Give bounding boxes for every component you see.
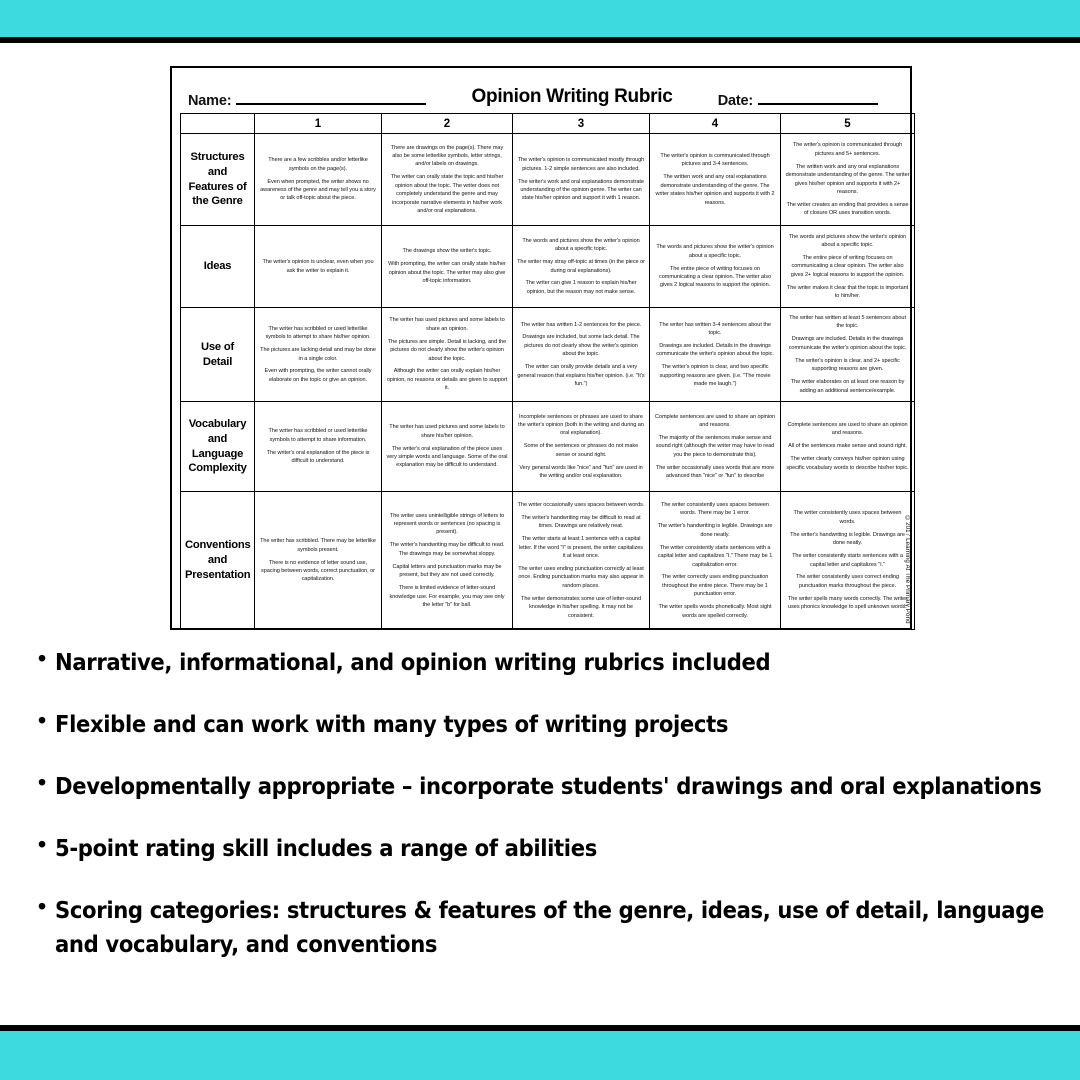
rubric-row: [181, 134, 915, 226]
rubric-descriptor-cell: [255, 226, 382, 308]
rubric-descriptor-text: The writer's handwriting is legible. Drawings are done neatly.: [790, 531, 905, 547]
rubric-descriptor-text: The writer's handwriting may be difficult to read. The drawings may be somewhat sloppy.: [389, 542, 505, 557]
rubric-descriptor-cell: [513, 134, 650, 226]
copyright-notice: ©2017 Learning At The Primary Pond: [904, 515, 911, 624]
rubric-descriptor-cell: [781, 402, 915, 492]
rubric-descriptor-text: Even when prompted, the writer shows no awareness of the genre and may tell you a story or talk off-topic about the piece.: [260, 178, 376, 202]
rubric-descriptor-cell: [255, 134, 382, 226]
rubric-descriptor-text: With prompting, the writer can orally state his/her opinion about the topic. The writer may also give off-topic information.: [388, 261, 506, 285]
rubric-descriptor-cell: [382, 308, 513, 402]
rubric-descriptor-cell: [650, 308, 781, 402]
rubric-descriptor-text: The writer consistently starts sentences with a capital letter and capitalizes "I." There may be 1 capitalization error.: [657, 544, 773, 568]
rubric-descriptor-text: The writer spells words phonetically. Most sight words are spelled correctly.: [658, 604, 772, 619]
rubric-descriptor-cell: [781, 226, 915, 308]
rubric-table: [180, 113, 915, 630]
rubric-sheet: [170, 66, 912, 630]
date-write-line[interactable]: [758, 92, 878, 105]
date-label: Date:: [717, 93, 753, 109]
rubric-descriptor-text: The words and pictures show the writer's opinion about a specific topic.: [656, 244, 774, 259]
rubric-descriptor-text: The writer demonstrates some use of letter-sound knowledge in his/her spelling. It may not be consistent.: [521, 595, 641, 619]
rubric-descriptor-text: There are drawings on the page(s). There may also be some letterlike symbols, letter strings, and/or labels on drawings.: [390, 144, 504, 168]
feature-bullet-item: [38, 645, 1048, 679]
rubric-descriptor-text: The writer consistently starts sentences with a capital letter and capitalizes "I.": [792, 553, 903, 568]
rubric-descriptor-text: The writer consistently uses correct ending punctuation marks throughout the piece.: [796, 574, 899, 589]
rubric-descriptor-text: The writer's opinion is communicated mostly through pictures. 1-2 simple sentences are also included.: [517, 157, 645, 172]
rubric-descriptor-text: The writer can orally state the topic and his/her opinion about the topic. The writer does not completely understand the genre and may incorporate narrative elements in his/her work and/or oral explanations.: [390, 174, 504, 215]
rubric-descriptor-text: The writer's handwriting may be difficult to read at times. Drawings are relatively neat.: [521, 514, 641, 530]
bullet-dot-icon: •: [38, 645, 47, 671]
rubric-descriptor-text: The writer uses ending punctuation correctly at least once. Ending punctuation marks may also appear in random places.: [518, 566, 644, 589]
rubric-descriptor-text: The writer can give 1 reason to explain his/her opinion, but the reason may not make sense.: [525, 280, 637, 295]
top-accent-banner: [0, 0, 1080, 43]
rubric-descriptor-text: The writer uses unintelligible strings of letters to represent words or sentences (no spacing is present).: [389, 512, 505, 536]
rubric-descriptor-text: The writer's oral explanation of the piece is difficult to understand.: [266, 449, 370, 465]
rubric-descriptor-cell: [650, 492, 781, 630]
rubric-descriptor-text: The writer has written at least 5 sentences about the topic.: [789, 315, 906, 330]
rubric-descriptor-text: The writer has written 3-4 sentences about the topic.: [659, 321, 771, 336]
rubric-descriptor-text: Complete sentences are used to share an opinion and reasons.: [787, 421, 908, 437]
rubric-descriptor-text: The writer correctly uses ending punctuation throughout the entire piece. There may be 1 punctuation error.: [661, 574, 769, 598]
rubric-descriptor-cell: [513, 402, 650, 492]
rubric-table-head: [181, 114, 915, 134]
rubric-descriptor-text: Capital letters and punctuation marks may be present, but they are not used correctly.: [392, 563, 502, 579]
rubric-descriptor-cell: [650, 226, 781, 308]
rubric-descriptor-text: The writer's work and oral explanations demonstrate understanding of the opinion genre. The writer can state his/her opinion and support it with 1 reason.: [518, 178, 644, 202]
rubric-descriptor-text: The writer has written 1-2 sentences for the piece.: [520, 321, 642, 328]
date-field: [718, 92, 878, 109]
rubric-descriptor-cell: [513, 492, 650, 630]
score-header-row: [181, 114, 915, 134]
rubric-descriptor-text: The writer occasionally uses words that are more advanced than "nice" or "fun" to describe: [655, 464, 775, 480]
rubric-descriptor-text: The writer has scribbled. There may be letterlike symbols present.: [260, 538, 376, 553]
feature-bullet-item: [38, 831, 1048, 865]
score-header-5: 5: [781, 114, 915, 134]
rubric-descriptor-text: Drawings are included. Details in the drawings communicate the writer's opinion about the topic.: [656, 342, 774, 358]
rubric-descriptor-cell: [382, 402, 513, 492]
rubric-descriptor-cell: [255, 402, 382, 492]
feature-bullet-text: 5-point rating skill includes a range of abilities: [55, 834, 597, 863]
rubric-descriptor-text: The writer may stray off-topic at times (in the piece or during oral explanations).: [517, 259, 645, 274]
rubric-descriptor-cell: [650, 134, 781, 226]
feature-bullet-text: Scoring categories: structures & features of the genre, ideas, use of detail, language and vocabulary, and conventions: [55, 896, 1044, 959]
rubric-descriptor-text: The writer has used pictures and some labels to share his/her opinion.: [389, 424, 505, 439]
rubric-category-cell: Vocabulary and Language Complexity: [181, 402, 255, 492]
feature-bullet-item: [38, 707, 1048, 741]
rubric-descriptor-cell: [650, 402, 781, 492]
rubric-descriptor-text: The drawings show the writer's topic.: [402, 248, 492, 255]
rubric-descriptor-cell: [781, 134, 915, 226]
rubric-descriptor-text: Although the writer can orally explain his/her opinion, no reasons or details are given to support it.: [386, 368, 508, 392]
rubric-descriptor-text: The words and pictures show the writer's opinion about a specific topic.: [522, 237, 640, 253]
rubric-descriptor-text: The pictures are simple. Detail is lacking, and the pictures do not clearly show the writer's opinion about the topic.: [387, 338, 507, 362]
rubric-descriptor-text: The writer's opinion is unclear, even when you ask the writer to explain it.: [262, 259, 374, 274]
feature-bullet-item: [38, 893, 1048, 961]
rubric-header-row: [180, 75, 902, 109]
rubric-table-body: [181, 134, 915, 630]
feature-bullet-list: [38, 645, 1048, 989]
rubric-category-cell: Conventions and Presentation: [181, 492, 255, 630]
rubric-descriptor-text: Drawings are included. Details in the drawings communicate the writer's opinion about the topic.: [788, 336, 907, 351]
rubric-descriptor-text: The writer can orally provide details and a very general reason that explains his/her opinion. (i.e. "It's fun."): [517, 364, 645, 388]
rubric-descriptor-text: There is no evidence of letter sound use, spacing between words, correct punctuation, or capitalization.: [261, 559, 375, 583]
score-header-2: 2: [382, 114, 513, 134]
rubric-descriptor-text: The writer occasionally uses spaces between words.: [517, 501, 645, 508]
rubric-descriptor-text: The writer spells many words correctly. The writer uses phonics knowledge to spell unknown words.: [787, 595, 908, 611]
rubric-descriptor-text: The writer makes it clear that the topic is important to him/her.: [786, 284, 909, 300]
rubric-descriptor-text: The writer's opinion is clear, and two specific supporting reasons are given. (i.e. "The movie made me laugh."): [659, 364, 771, 388]
rubric-category-cell: Ideas: [181, 226, 255, 308]
rubric-descriptor-text: The pictures are lacking detail and may be done in a single color.: [260, 347, 376, 362]
rubric-descriptor-text: The writer's handwriting is legible. Drawings are done neatly.: [657, 523, 773, 538]
rubric-descriptor-text: The writer's opinion is communicated through pictures and 3-4 sentences.: [660, 152, 770, 168]
rubric-descriptor-text: The majority of the sentences make sense and sound right (although the writer may have to read you the piece to demonstrate this).: [655, 434, 775, 458]
rubric-row: [181, 226, 915, 308]
rubric-descriptor-text: Drawings are included, but some lack detail. The pictures do not clearly show the writer's opinion about the topic.: [522, 334, 640, 358]
rubric-descriptor-text: Even with prompting, the writer cannot orally elaborate on the topic or give an opinion.: [264, 368, 372, 383]
feature-bullet-text: Developmentally appropriate – incorporate students' drawings and oral explanations: [55, 772, 1042, 801]
rubric-descriptor-text: Complete sentences are used to share an opinion and reasons.: [654, 413, 776, 428]
score-header-3: 3: [513, 114, 650, 134]
rubric-category-cell: Use of Detail: [181, 308, 255, 402]
rubric-descriptor-cell: [255, 308, 382, 402]
bullet-dot-icon: •: [38, 831, 47, 858]
rubric-descriptor-cell: [255, 492, 382, 630]
rubric-descriptor-cell: [513, 308, 650, 402]
rubric-row: [181, 492, 915, 630]
rubric-descriptor-text: The writer's opinion is communicated through pictures and 5+ sentences.: [792, 142, 903, 157]
score-header-4: 4: [650, 114, 781, 134]
rubric-descriptor-text: The written work and any oral explanations demonstrate understanding of the genre. The writer gives his/her opinion and supports it with 2+ reasons.: [785, 163, 910, 195]
rubric-descriptor-text: The writer has scribbled or used letterlike symbols to attempt to share information.: [268, 428, 368, 443]
rubric-descriptor-text: The writer's oral explanation of the piece uses very simple words and language. Some of the oral explanation may be difficult to understand.: [386, 445, 508, 469]
rubric-descriptor-text: The writer has scribbled or used letterlike symbols to attempt to share his/her opinion.: [265, 325, 371, 341]
rubric-descriptor-text: The writer consistently uses spaces between words. There may be 1 error.: [661, 501, 769, 517]
name-write-line[interactable]: [236, 92, 426, 105]
rubric-descriptor-cell: [382, 492, 513, 630]
score-header-1: 1: [255, 114, 382, 134]
rubric-descriptor-text: All of the sentences make sense and sound right.: [788, 443, 907, 450]
category-header: [181, 114, 255, 134]
feature-bullet-item: [38, 769, 1048, 803]
rubric-descriptor-text: The words and pictures show the writer's opinion about a specific topic.: [788, 233, 907, 248]
bottom-accent-banner: [0, 1025, 1080, 1080]
rubric-descriptor-text: The entire piece of writing focuses on communicating a clear opinion. The writer also gives 2+ logical reasons to support the opinion.: [790, 254, 905, 278]
rubric-title: Opinion Writing Rubric: [471, 86, 673, 107]
rubric-category-cell: Structures and Features of the Genre: [181, 134, 255, 226]
rubric-descriptor-cell: [382, 134, 513, 226]
rubric-descriptor-text: The writer's opinion is clear, and 2+ specific supporting reasons are given.: [795, 357, 900, 373]
rubric-descriptor-text: The writer creates an ending that provides a sense of closure OR uses transition words.: [786, 201, 909, 217]
rubric-descriptor-cell: [781, 308, 915, 402]
name-label: Name:: [188, 93, 232, 109]
bullet-dot-icon: •: [38, 769, 47, 796]
bullet-dot-icon: •: [38, 893, 47, 920]
rubric-descriptor-cell: [781, 492, 915, 630]
rubric-row: [181, 402, 915, 492]
rubric-descriptor-cell: [382, 226, 513, 308]
rubric-descriptor-text: The writer elaborates on at least one reason by adding an additional sentence/example.: [790, 379, 905, 394]
rubric-descriptor-text: The writer starts at least 1 sentence with a capital letter. If the word "I" is present, the writer capitalizes it at least once.: [518, 536, 644, 560]
rubric-descriptor-text: There is limited evidence of letter-sound knowledge use. For example, you may see only the letter "b" for ball.: [389, 585, 505, 608]
rubric-descriptor-text: The entire piece of writing focuses on communicating a clear opinion. The writer also gives 2 logical reasons to support the opinion.: [659, 265, 771, 289]
bullet-dot-icon: •: [38, 707, 47, 734]
rubric-descriptor-text: Incomplete sentences or phrases are used to share the writer's opinion (both in the writing and during an oral explanation).: [518, 413, 644, 437]
name-field: [188, 92, 426, 109]
rubric-descriptor-text: Some of the sentences or phrases do not make sense or sound right.: [523, 443, 639, 458]
rubric-descriptor-text: The writer has used pictures and some labels to share an opinion.: [389, 317, 505, 332]
rubric-descriptor-text: The written work and any oral explanations demonstrate understanding of the genre. The writer states his/her opinion and supports it with 2 reasons.: [655, 174, 775, 206]
feature-bullet-text: Narrative, informational, and opinion writing rubrics included: [55, 648, 771, 676]
rubric-descriptor-text: Very general words like "nice" and "fun" are used in the writing and/or oral explanation.: [519, 464, 643, 480]
rubric-descriptor-text: The writer consistently uses spaces between words.: [793, 510, 902, 525]
rubric-descriptor-cell: [513, 226, 650, 308]
rubric-row: [181, 308, 915, 402]
rubric-descriptor-text: There are a few scribbles and/or letterlike symbols on the page(s).: [268, 157, 368, 172]
rubric-descriptor-text: The writer clearly conveys his/her opinion using specific vocabulary words to describe his/her topic.: [786, 456, 909, 471]
feature-bullet-text: Flexible and can work with many types of writing projects: [55, 710, 729, 739]
